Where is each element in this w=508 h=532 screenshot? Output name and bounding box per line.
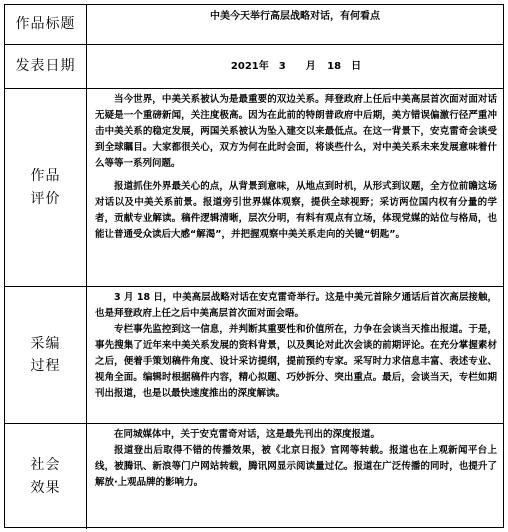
date-value-cell (87, 45, 503, 88)
effect-label: 社会 效果 (5, 424, 87, 529)
review-label: 作品 评价 (5, 89, 87, 286)
date-value: 2021年 3 月 18 日 (230, 61, 362, 72)
title-label: 作品标题 (5, 5, 87, 44)
title-value-cell (87, 5, 503, 44)
effect-row (5, 423, 503, 529)
process-content (87, 287, 503, 423)
process-paragraph: 3 月 18 日，中美高层战略对话在安克雷奇举行。这是中美元首除夕通话后首次高层接触，也是拜登政府上任之后中美高层首次面对面会晤。 (95, 292, 497, 319)
review-paragraph: 当今世界，中美关系被认为是最重要的双边关系。拜登政府上任后中美高层首次面对面对话无疑是一个重磅新闻，关注度极高。因为在此前的特朗普政府中后期，美方错误偏激行径严重冲击中美关系的稳定发展，两国关系被认为坠入建交以来最低点。在这一背景下，安克雷奇会谈受到全球瞩目。大家都很关心，双方为何在此时会面，将谈些什么，对中美关系未来发展意味着什么等等一系列问题。 (95, 94, 497, 169)
process-row (5, 286, 503, 423)
effect-paragraph: 报道登出后取得不错的传播效果，被《北京日报》官网等转载。报道也在上观新闻平台上线，被腾讯、新浪等门户网站转载，腾讯网显示阅读量过亿。报道在广泛传播的同时，也提升了解放·上观品牌的影响力。 (95, 445, 497, 488)
review-paragraph: 报道抓住外界最关心的点，从背景到意味，从地点到时机，从形式到议题，全方位前瞻这场对话以及中美关系前景。报道旁引世界媒体观察，提供全球视野；采访两位国内权有分量的学者，贡献专业解读。稿件逻辑清晰，层次分明，有料有观点有立场，体现党媒的站位与格局，也能让普通受众读后大感“解渴”，并把握观察中美关系走向的关键“钥匙”。 (95, 181, 497, 240)
effect-content (87, 424, 503, 529)
process-paragraph: 专栏事先监控到这一信息，并判断其重要性和价值所在，力争在会谈当天推出报道。于是，事先搜集了近年来中美关系发展的资料背景，以及舆论对此次会谈的前期评论。在充分掌握素材之后，便着手策划稿件角度、设计采访提纲，提前预约专家。采写时力求信息丰富、表述专业、视角全面。编辑时根据稿件内容，精心拟题、巧妙拆分、突出重点。最后，会谈当天，专栏如期刊出报道，也是以最快速度推出的深度解读。 (95, 324, 497, 399)
review-content (87, 89, 503, 286)
work-info-form (4, 4, 504, 528)
date-row (5, 44, 503, 88)
title-row (5, 5, 503, 44)
process-label: 采编 过程 (5, 287, 87, 423)
review-row (5, 88, 503, 286)
date-label: 发表日期 (5, 45, 87, 88)
title-value: 中美今天举行高层战略对话，有何看点 (210, 11, 380, 22)
effect-paragraph: 在同城媒体中，关于安克雷奇对话，这是最先刊出的深度报道。 (114, 429, 381, 440)
